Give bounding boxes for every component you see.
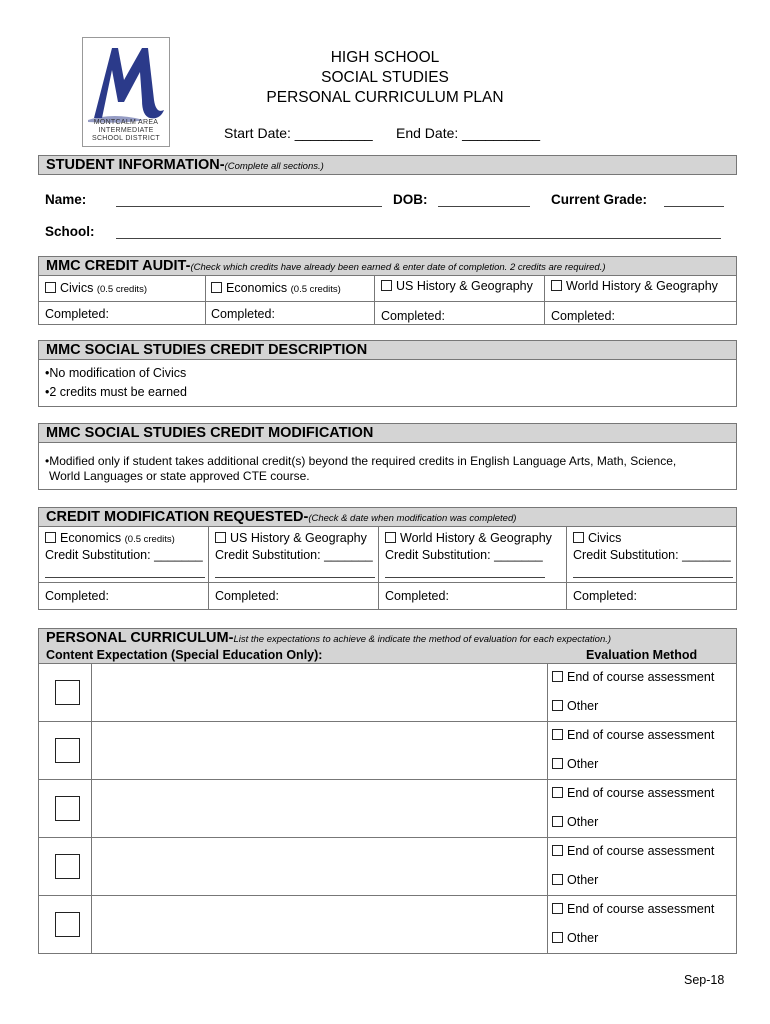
logo-text-line2: INTERMEDIATE bbox=[98, 127, 154, 134]
checkbox-icon[interactable] bbox=[552, 874, 563, 885]
checkbox-icon[interactable] bbox=[385, 532, 396, 543]
personal-subtitle: List the expectations to achieve & indicate the method of evaluation for each expectation.) bbox=[233, 634, 612, 645]
checkbox-icon[interactable] bbox=[552, 700, 563, 711]
description-header bbox=[38, 340, 737, 360]
requested-economics-substitution[interactable]: Credit Substitution: _______ bbox=[45, 548, 203, 562]
eval-end-of-course-label: End of course assessment bbox=[567, 902, 715, 916]
description-bullet-2: •2 credits must be earned bbox=[45, 385, 187, 399]
requested-header bbox=[38, 507, 737, 527]
personal-title: PERSONAL CURRICULUM- bbox=[46, 630, 234, 646]
eval-end-of-course-label: End of course assessment bbox=[567, 670, 715, 684]
checkbox-icon[interactable] bbox=[552, 932, 563, 943]
logo-text-line1: MONTCALM AREA bbox=[93, 119, 159, 126]
evaluation-method-label: Evaluation Method bbox=[586, 648, 698, 662]
checkbox-icon[interactable] bbox=[552, 671, 563, 682]
audit-world-history-option[interactable] bbox=[551, 279, 718, 293]
audit-us-history-completed[interactable]: Completed: bbox=[381, 309, 445, 323]
requested-title: CREDIT MODIFICATION REQUESTED- bbox=[46, 509, 309, 525]
requested-world-history-substitution[interactable]: Credit Substitution: _______ bbox=[385, 548, 543, 562]
checkbox-icon[interactable] bbox=[381, 280, 392, 291]
content-expectation-input[interactable] bbox=[92, 722, 547, 779]
requested-us-history-option[interactable] bbox=[215, 531, 367, 545]
requested-us-history-completed[interactable]: Completed: bbox=[215, 589, 279, 603]
requested-economics-completed[interactable]: Completed: bbox=[45, 589, 109, 603]
title-line1: HIGH SCHOOL bbox=[330, 49, 440, 66]
eval-end-of-course-option[interactable] bbox=[552, 728, 714, 742]
eval-end-of-course-option[interactable] bbox=[552, 786, 714, 800]
page-title bbox=[230, 48, 540, 108]
credit-audit-subtitle: (Check which credits have already been earned & enter date of completion. 2 credits are required.) bbox=[190, 262, 606, 273]
modification-box bbox=[38, 442, 737, 490]
requested-subtitle: (Check & date when modification was completed) bbox=[308, 513, 517, 524]
requested-economics-line[interactable] bbox=[45, 577, 205, 578]
title-line2: SOCIAL STUDIES bbox=[321, 69, 449, 86]
checkbox-icon[interactable] bbox=[215, 532, 226, 543]
eval-end-of-course-option[interactable] bbox=[552, 844, 714, 858]
eval-end-of-course-label: End of course assessment bbox=[567, 844, 715, 858]
audit-us-history-label: US History & Geography bbox=[396, 279, 533, 293]
end-date-field[interactable]: End Date: __________ bbox=[396, 125, 541, 141]
personal-curriculum-row bbox=[38, 780, 737, 838]
eval-end-of-course-label: End of course assessment bbox=[567, 728, 715, 742]
audit-civics-completed[interactable]: Completed: bbox=[45, 307, 109, 321]
current-grade-label: Current Grade: bbox=[551, 192, 648, 207]
content-expectation-input[interactable] bbox=[92, 780, 547, 837]
eval-end-of-course-label: End of course assessment bbox=[567, 786, 715, 800]
requested-civics-line[interactable] bbox=[573, 577, 733, 578]
eval-other-label: Other bbox=[567, 757, 599, 771]
audit-economics-option[interactable] bbox=[211, 281, 341, 295]
checkbox-icon[interactable] bbox=[551, 280, 562, 291]
eval-other-option[interactable] bbox=[552, 699, 598, 713]
content-expectation-input[interactable] bbox=[92, 664, 547, 721]
name-input[interactable] bbox=[116, 206, 382, 207]
modification-line-1: •Modified only if student takes additional credit(s) beyond the required credits in English Language Arts, Math, Science, bbox=[45, 454, 677, 468]
checkbox-icon[interactable] bbox=[552, 845, 563, 856]
expectation-checkbox[interactable] bbox=[55, 796, 80, 821]
modification-title: MMC SOCIAL STUDIES CREDIT MODIFICATION bbox=[46, 425, 374, 441]
checkbox-icon[interactable] bbox=[552, 787, 563, 798]
content-expectation-label: Content Expectation bbox=[46, 648, 168, 662]
expectation-checkbox[interactable] bbox=[55, 912, 80, 937]
audit-world-history-label: World History & Geography bbox=[566, 279, 718, 293]
description-title: MMC SOCIAL STUDIES CREDIT DESCRIPTION bbox=[46, 342, 368, 358]
checkbox-icon[interactable] bbox=[552, 729, 563, 740]
requested-economics-option[interactable] bbox=[45, 531, 175, 545]
checkbox-icon[interactable] bbox=[573, 532, 584, 543]
requested-world-history-line[interactable] bbox=[385, 577, 545, 578]
footer-date: Sep-18 bbox=[684, 973, 725, 987]
checkbox-icon[interactable] bbox=[45, 532, 56, 543]
eval-other-label: Other bbox=[567, 931, 599, 945]
requested-world-history-completed[interactable]: Completed: bbox=[385, 589, 449, 603]
audit-civics-note: (0.5 credits) bbox=[96, 284, 147, 295]
audit-economics-label: Economics bbox=[226, 281, 288, 295]
student-info-header bbox=[38, 155, 737, 175]
checkbox-icon[interactable] bbox=[45, 282, 56, 293]
checkbox-icon[interactable] bbox=[552, 816, 563, 827]
expectation-checkbox[interactable] bbox=[55, 680, 80, 705]
student-info-subtitle: (Complete all sections.) bbox=[224, 161, 324, 172]
school-label: School: bbox=[45, 224, 95, 239]
requested-civics-label: Civics bbox=[588, 531, 622, 545]
requested-world-history-option[interactable] bbox=[385, 531, 552, 545]
requested-us-history-line[interactable] bbox=[215, 577, 375, 578]
credit-audit-header bbox=[38, 256, 737, 276]
eval-other-label: Other bbox=[567, 699, 599, 713]
eval-other-option[interactable] bbox=[552, 931, 598, 945]
requested-civics-option[interactable] bbox=[573, 531, 621, 545]
school-input[interactable] bbox=[116, 238, 721, 239]
checkbox-icon[interactable] bbox=[211, 282, 222, 293]
audit-world-history-completed[interactable]: Completed: bbox=[551, 309, 615, 323]
audit-civics-label: Civics bbox=[60, 281, 94, 295]
description-bullet-1: •No modification of Civics bbox=[45, 366, 187, 380]
requested-world-history-label: World History & Geography bbox=[400, 531, 552, 545]
requested-economics-note: (0.5 credits) bbox=[124, 534, 175, 545]
requested-economics-label: Economics bbox=[60, 531, 122, 545]
content-expectation-input[interactable] bbox=[92, 838, 547, 895]
eval-end-of-course-option[interactable] bbox=[552, 902, 714, 916]
modification-line-2: World Languages or state approved CTE course. bbox=[49, 469, 310, 483]
personal-curriculum-row bbox=[38, 664, 737, 722]
audit-civics-option[interactable] bbox=[45, 281, 147, 295]
district-logo bbox=[82, 37, 170, 147]
name-label: Name: bbox=[45, 192, 87, 207]
logo-text-line3: SCHOOL DISTRICT bbox=[91, 135, 161, 142]
requested-us-history-substitution[interactable]: Credit Substitution: _______ bbox=[215, 548, 373, 562]
eval-other-option[interactable] bbox=[552, 873, 598, 887]
logo-m-icon bbox=[84, 40, 170, 124]
content-expectation-input[interactable] bbox=[92, 896, 547, 953]
credit-audit-table bbox=[38, 275, 737, 325]
content-expectation-note: (Special Education Only): bbox=[171, 648, 323, 662]
title-line3: PERSONAL CURRICULUM PLAN bbox=[266, 89, 504, 106]
eval-end-of-course-option[interactable] bbox=[552, 670, 714, 684]
eval-other-option[interactable] bbox=[552, 757, 598, 771]
requested-us-history-label: US History & Geography bbox=[230, 531, 367, 545]
audit-economics-note: (0.5 credits) bbox=[290, 284, 341, 295]
requested-civics-substitution[interactable]: Credit Substitution: _______ bbox=[573, 548, 731, 562]
checkbox-icon[interactable] bbox=[552, 903, 563, 914]
expectation-checkbox[interactable] bbox=[55, 738, 80, 763]
modification-header bbox=[38, 423, 737, 443]
personal-curriculum-row bbox=[38, 838, 737, 896]
expectation-checkbox[interactable] bbox=[55, 854, 80, 879]
eval-other-label: Other bbox=[567, 873, 599, 887]
student-info-title: STUDENT INFORMATION- bbox=[46, 157, 225, 173]
description-box bbox=[38, 359, 737, 407]
start-date-field[interactable]: Start Date: __________ bbox=[224, 125, 373, 141]
current-grade-input[interactable] bbox=[664, 206, 724, 207]
requested-civics-completed[interactable]: Completed: bbox=[573, 589, 637, 603]
credit-audit-title: MMC CREDIT AUDIT- bbox=[46, 258, 191, 274]
audit-economics-completed[interactable]: Completed: bbox=[211, 307, 275, 321]
personal-curriculum-header bbox=[38, 628, 737, 664]
dob-label: DOB: bbox=[393, 192, 428, 207]
checkbox-icon[interactable] bbox=[552, 758, 563, 769]
requested-table bbox=[38, 526, 737, 610]
personal-curriculum-row bbox=[38, 896, 737, 954]
eval-other-option[interactable] bbox=[552, 815, 598, 829]
audit-us-history-option[interactable] bbox=[381, 279, 533, 293]
dob-input[interactable] bbox=[438, 206, 530, 207]
eval-other-label: Other bbox=[567, 815, 599, 829]
personal-curriculum-row bbox=[38, 722, 737, 780]
